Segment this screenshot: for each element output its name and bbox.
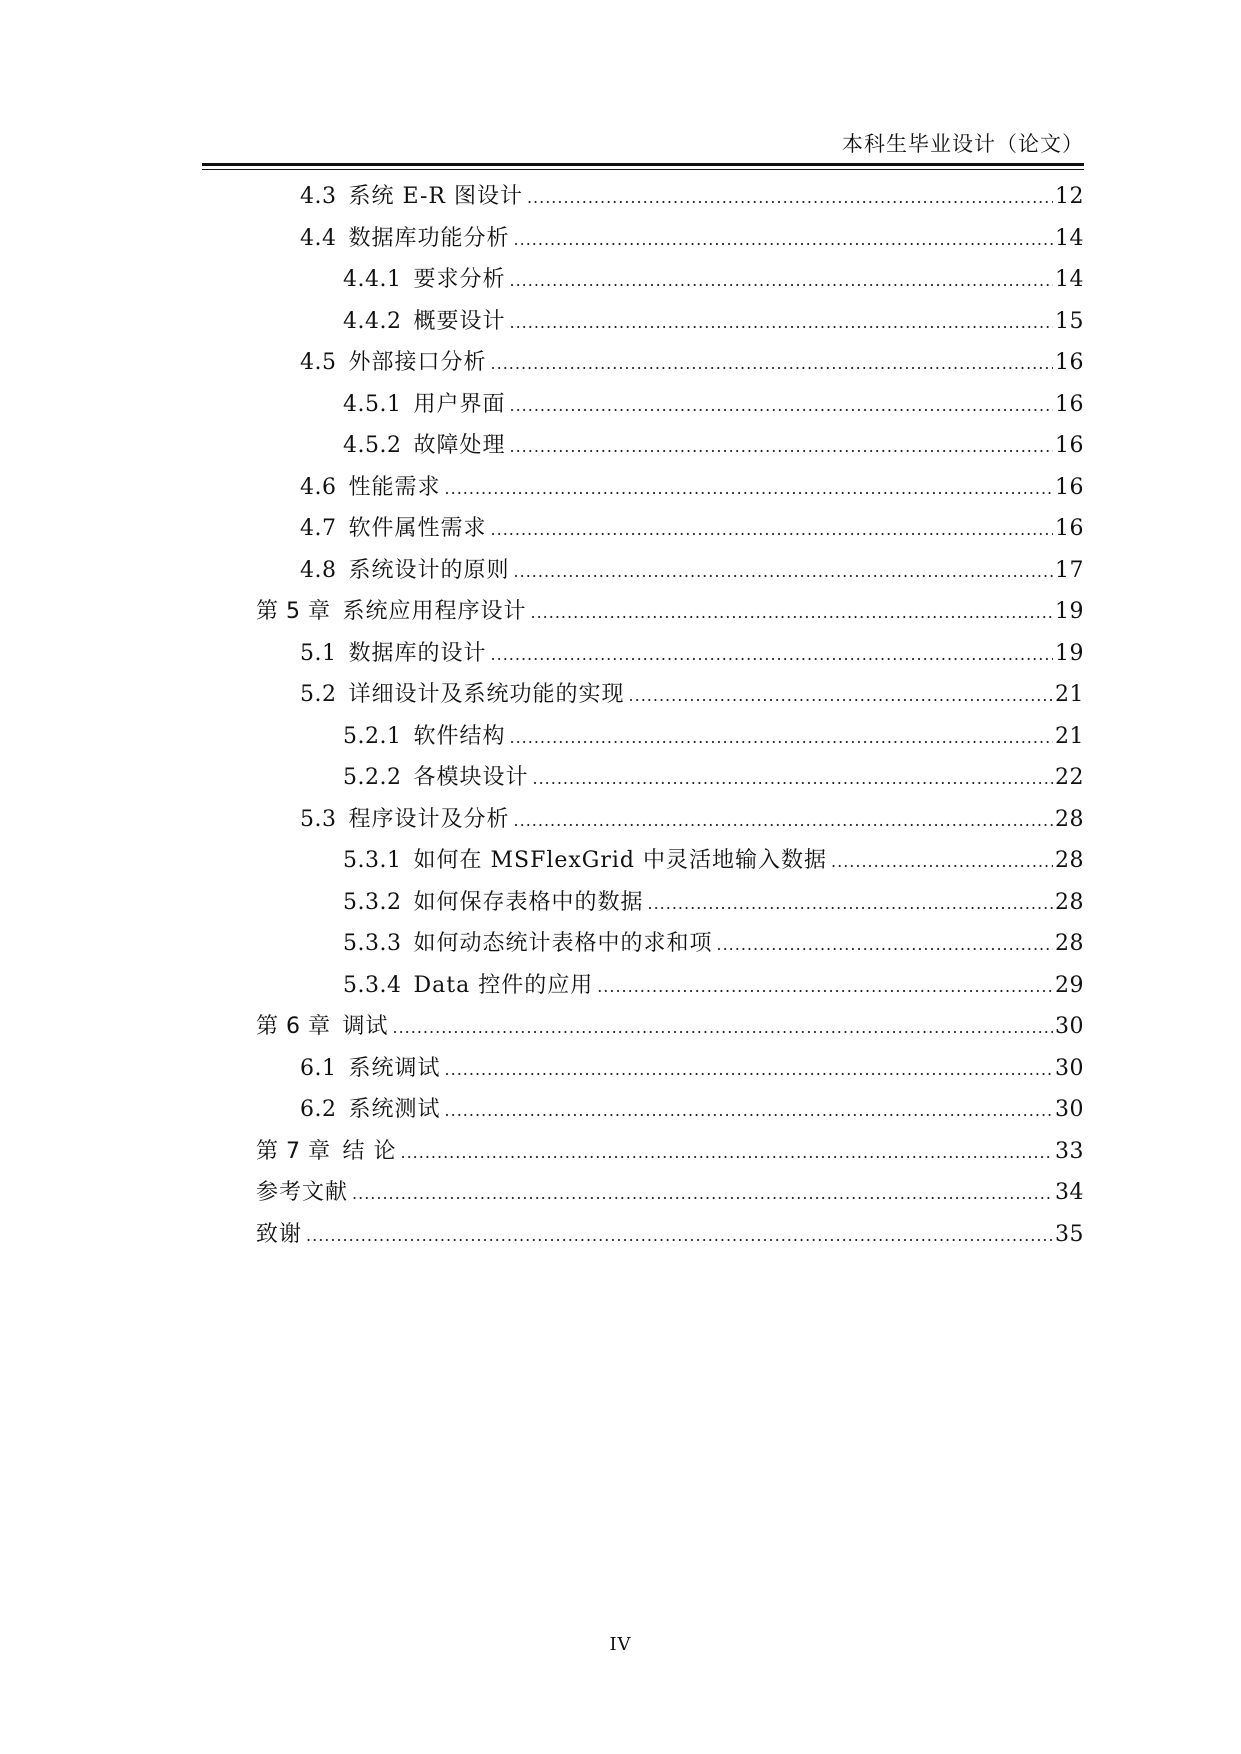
toc-entry-line <box>343 968 1084 999</box>
toc-dot-leader <box>510 398 1054 414</box>
toc-entry-page: 21 <box>1055 723 1084 749</box>
toc-entry-title: 系统调试 <box>348 1055 441 1081</box>
toc-entry-page: 28 <box>1055 931 1084 957</box>
toc-entry-number: 4.4.1 <box>343 267 402 293</box>
toc-entry-page: 35 <box>1055 1221 1084 1247</box>
toc-entry-number: 第 7 章 <box>256 1138 331 1164</box>
toc-entry-line <box>256 1134 1084 1165</box>
toc-dot-leader <box>510 273 1054 289</box>
toc-entry-title: 数据库的设计 <box>348 640 487 666</box>
toc-entry-number: 4.7 <box>300 516 337 542</box>
toc-entry-line <box>343 262 1084 293</box>
toc-entry[interactable] <box>0 880 1241 922</box>
toc-entry[interactable] <box>0 216 1241 258</box>
toc-entry-number: 5.3.1 <box>343 848 402 874</box>
toc-entry-page: 16 <box>1055 391 1084 417</box>
toc-entry-title: 要求分析 <box>413 267 506 293</box>
toc-entry-page: 33 <box>1055 1138 1084 1164</box>
toc-entry-title: 如何保存表格中的数据 <box>413 889 644 915</box>
toc-entry-page: 22 <box>1055 765 1084 791</box>
toc-entry-title: 系统应用程序设计 <box>342 599 527 625</box>
toc-entry-number: 4.5.2 <box>343 433 402 459</box>
toc-entry-title: 调试 <box>342 1014 389 1040</box>
toc-entry[interactable] <box>0 299 1241 341</box>
toc-entry-line <box>300 470 1084 501</box>
toc-entry-line <box>256 1217 1084 1248</box>
toc-entry-title: 各模块设计 <box>413 765 529 791</box>
toc-dot-leader <box>514 564 1053 580</box>
toc-entry-number: 5.3.4 <box>343 972 402 998</box>
toc-entry-line <box>343 760 1084 791</box>
toc-entry-page: 30 <box>1055 1014 1084 1040</box>
toc-entry-line <box>300 345 1084 376</box>
toc-entry-number: 4.4.2 <box>343 308 402 334</box>
toc-dot-leader <box>648 896 1054 912</box>
toc-entry-page: 16 <box>1055 433 1084 459</box>
toc-entry[interactable] <box>0 838 1241 880</box>
toc-entry-page: 12 <box>1055 184 1084 210</box>
toc-entry-number: 4.6 <box>300 474 337 500</box>
toc-dot-leader <box>306 1228 1053 1244</box>
toc-dot-leader <box>510 730 1054 746</box>
toc-entry-page: 17 <box>1055 557 1084 583</box>
toc-entry-number: 4.8 <box>300 557 337 583</box>
toc-entry[interactable] <box>0 423 1241 465</box>
toc-entry-line <box>343 387 1084 418</box>
toc-entry-line <box>300 636 1084 667</box>
toc-entry-page: 16 <box>1055 516 1084 542</box>
toc-entry-number: 5.1 <box>300 640 337 666</box>
toc-entry-title: 用户界面 <box>413 391 506 417</box>
toc-entry[interactable] <box>0 548 1241 590</box>
running-header-title: 本科生毕业设计（论文） <box>842 132 1084 156</box>
toc-dot-leader <box>491 522 1053 538</box>
toc-entry-number: 4.5.1 <box>343 391 402 417</box>
toc-entry[interactable] <box>0 174 1241 216</box>
toc-dot-leader <box>717 937 1054 953</box>
header-rule-thick <box>202 163 1084 166</box>
toc-dot-leader <box>510 439 1054 455</box>
toc-entry-line <box>343 719 1084 750</box>
toc-entry-page: 28 <box>1055 889 1084 915</box>
toc-entry[interactable] <box>0 755 1241 797</box>
toc-dot-leader <box>531 605 1054 621</box>
toc-entry[interactable] <box>0 921 1241 963</box>
toc-entry-line <box>343 843 1084 874</box>
toc-entry-title: 性能需求 <box>348 474 441 500</box>
toc-entry-number: 第 6 章 <box>256 1014 331 1040</box>
toc-entry-page: 19 <box>1055 640 1084 666</box>
toc-entry[interactable] <box>0 1087 1241 1129</box>
toc-entry-line <box>343 926 1084 957</box>
toc-dot-leader <box>393 1020 1054 1036</box>
toc-entry-title: 结 论 <box>342 1138 397 1164</box>
toc-dot-leader <box>445 481 1053 497</box>
toc-entry-line <box>300 677 1084 708</box>
toc-entry-title: 如何在 MSFlexGrid 中灵活地输入数据 <box>413 848 828 874</box>
table-of-contents <box>0 174 1241 1253</box>
toc-entry[interactable] <box>0 340 1241 382</box>
toc-entry-number: 5.3.3 <box>343 931 402 957</box>
toc-entry-title: 外部接口分析 <box>348 350 487 376</box>
toc-entry-title: 系统设计的原则 <box>348 557 510 583</box>
page-number: IV <box>609 1634 632 1655</box>
toc-entry-line <box>300 179 1084 210</box>
toc-dot-leader <box>445 1062 1053 1078</box>
toc-entry[interactable] <box>0 1004 1241 1046</box>
toc-entry-title: 致谢 <box>256 1221 303 1247</box>
toc-dot-leader <box>527 190 1053 206</box>
toc-entry-line <box>256 1175 1084 1206</box>
toc-entry[interactable] <box>0 589 1241 631</box>
toc-entry-number: 4.5 <box>300 350 337 376</box>
toc-entry-number: 6.2 <box>300 1097 337 1123</box>
toc-entry-page: 29 <box>1055 972 1084 998</box>
toc-entry[interactable] <box>0 1129 1241 1171</box>
toc-entry[interactable] <box>0 465 1241 507</box>
toc-entry[interactable] <box>0 963 1241 1005</box>
toc-entry-title: Data 控件的应用 <box>413 972 594 998</box>
toc-entry-page: 19 <box>1055 599 1084 625</box>
toc-dot-leader <box>629 688 1053 704</box>
toc-dot-leader <box>597 979 1053 995</box>
toc-entry-line <box>343 304 1084 335</box>
toc-entry-title: 系统测试 <box>348 1097 441 1123</box>
toc-entry-title: 数据库功能分析 <box>348 225 510 251</box>
header-rule-thin <box>202 169 1084 170</box>
toc-entry[interactable] <box>0 631 1241 673</box>
toc-entry-number: 5.3 <box>300 806 337 832</box>
toc-entry-number: 4.4 <box>300 225 337 251</box>
toc-dot-leader <box>400 1145 1053 1161</box>
toc-entry[interactable] <box>0 1046 1241 1088</box>
toc-entry-page: 28 <box>1055 848 1084 874</box>
toc-entry[interactable] <box>0 1212 1241 1254</box>
toc-entry-page: 16 <box>1055 350 1084 376</box>
toc-entry-number: 5.2.2 <box>343 765 402 791</box>
toc-entry[interactable] <box>0 714 1241 756</box>
toc-entry-line <box>256 1009 1084 1040</box>
toc-dot-leader <box>831 854 1053 870</box>
toc-entry-page: 14 <box>1055 225 1084 251</box>
toc-entry-title: 如何动态统计表格中的求和项 <box>413 931 713 957</box>
toc-entry-page: 30 <box>1055 1055 1084 1081</box>
toc-entry-title: 系统 E-R 图设计 <box>348 184 523 210</box>
toc-entry-line <box>300 1092 1084 1123</box>
toc-entry-line <box>256 594 1084 625</box>
toc-entry-title: 程序设计及分析 <box>348 806 510 832</box>
toc-entry-line <box>300 1051 1084 1082</box>
toc-entry-line <box>300 802 1084 833</box>
toc-dot-leader <box>491 647 1053 663</box>
toc-entry-number: 6.1 <box>300 1055 337 1081</box>
toc-entry-page: 28 <box>1055 806 1084 832</box>
toc-entry-page: 16 <box>1055 474 1084 500</box>
toc-dot-leader <box>514 232 1053 248</box>
toc-entry-page: 15 <box>1055 308 1084 334</box>
toc-entry-page: 14 <box>1055 267 1084 293</box>
toc-dot-leader <box>352 1186 1053 1202</box>
toc-entry-line <box>300 511 1084 542</box>
toc-dot-leader <box>533 771 1054 787</box>
toc-entry-number: 5.3.2 <box>343 889 402 915</box>
toc-entry-title: 故障处理 <box>413 433 506 459</box>
toc-entry-number: 5.2.1 <box>343 723 402 749</box>
toc-entry-page: 30 <box>1055 1097 1084 1123</box>
toc-entry-line <box>343 885 1084 916</box>
toc-entry-title: 软件结构 <box>413 723 506 749</box>
toc-entry-line <box>343 428 1084 459</box>
toc-entry-line <box>300 553 1084 584</box>
toc-dot-leader <box>491 356 1053 372</box>
toc-entry-line <box>300 221 1084 252</box>
toc-entry[interactable] <box>0 506 1241 548</box>
toc-entry[interactable] <box>0 1170 1241 1212</box>
toc-entry-number: 第 5 章 <box>256 599 331 625</box>
toc-entry-number: 4.3 <box>300 184 337 210</box>
toc-entry[interactable] <box>0 672 1241 714</box>
toc-entry-title: 参考文献 <box>256 1180 349 1206</box>
toc-entry[interactable] <box>0 257 1241 299</box>
toc-dot-leader <box>445 1103 1053 1119</box>
toc-entry-page: 34 <box>1055 1180 1084 1206</box>
toc-entry[interactable] <box>0 797 1241 839</box>
toc-entry-page: 21 <box>1055 682 1084 708</box>
toc-entry[interactable] <box>0 382 1241 424</box>
toc-entry-title: 软件属性需求 <box>348 516 487 542</box>
toc-dot-leader <box>514 813 1053 829</box>
toc-entry-title: 概要设计 <box>413 308 506 334</box>
toc-entry-title: 详细设计及系统功能的实现 <box>348 682 625 708</box>
toc-entry-number: 5.2 <box>300 682 337 708</box>
toc-dot-leader <box>510 315 1054 331</box>
